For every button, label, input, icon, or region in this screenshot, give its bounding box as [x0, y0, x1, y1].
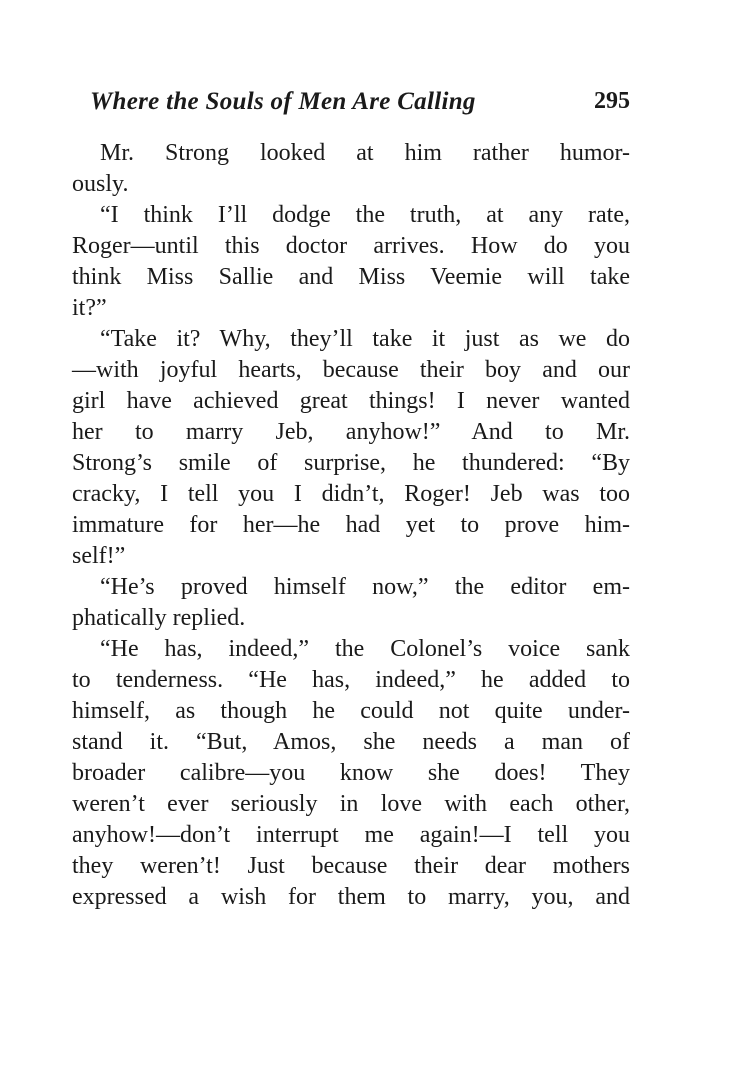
text-line: ously. — [72, 171, 129, 197]
text-line: they weren’t! Just because their dear mothers — [72, 853, 630, 879]
text-line: —with joyful hearts, because their boy and our — [72, 357, 630, 383]
text-line: anyhow!—don’t interrupt me again!—I tell you — [72, 822, 630, 848]
text-line: phatically replied. — [72, 605, 246, 631]
text-line: weren’t ever seriously in love with each other, — [72, 791, 630, 817]
text-line: Mr. Strong looked at him rather humor- — [100, 140, 630, 166]
text-line: broader calibre—you know she does! They — [72, 760, 630, 786]
text-line: it?” — [72, 295, 107, 321]
text-line: “Take it? Why, they’ll take it just as we do — [100, 326, 630, 352]
text-line: think Miss Sallie and Miss Veemie will take — [72, 264, 630, 290]
text-line: Roger—until this doctor arrives. How do you — [72, 233, 630, 259]
text-line: “He’s proved himself now,” the editor em- — [100, 574, 630, 600]
text-line: her to marry Jeb, anyhow!” And to Mr. — [72, 419, 630, 445]
text-line: girl have achieved great things! I never wanted — [72, 388, 630, 414]
body-text — [72, 138, 630, 913]
text-line: cracky, I tell you I didn’t, Roger! Jeb was too — [72, 481, 630, 507]
running-head — [90, 88, 630, 124]
text-line: Strong’s smile of surprise, he thundered: “By — [72, 450, 630, 476]
text-line: self!” — [72, 543, 126, 569]
page-number: 295 — [594, 88, 630, 114]
text-line: “I think I’ll dodge the truth, at any rate, — [100, 202, 630, 228]
text-line: immature for her—he had yet to prove him- — [72, 512, 630, 538]
text-line: to tenderness. “He has, indeed,” he added to — [72, 667, 630, 693]
text-line: expressed a wish for them to marry, you, and — [72, 884, 630, 910]
running-title: Where the Souls of Men Are Calling — [90, 88, 476, 115]
text-line: stand it. “But, Amos, she needs a man of — [72, 729, 630, 755]
text-line: “He has, indeed,” the Colonel’s voice sank — [100, 636, 630, 662]
text-line: himself, as though he could not quite under- — [72, 698, 630, 724]
